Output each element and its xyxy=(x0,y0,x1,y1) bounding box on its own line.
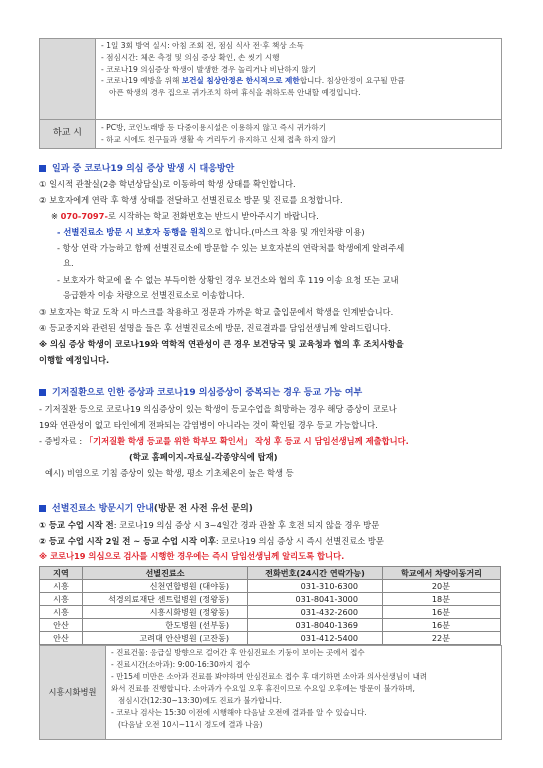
section3-title xyxy=(39,503,253,517)
text: ※ xyxy=(51,211,61,221)
header-phone: 전화번호(24시간 연락가능) xyxy=(248,567,383,580)
cell-distance: 16분 xyxy=(383,606,501,619)
sihwa-label: 시흥시화병원 xyxy=(40,646,106,739)
s1-line: - 보호자가 학교에 올 수 없는 부득이한 상황인 경우 보건소와 협의 후 119 이송 요청 또는 교내 xyxy=(57,275,399,285)
sihwa-line: (다음날 오전 10시~11시 정도에 결과 나옴) xyxy=(118,720,263,729)
prevention-line: 아픈 학생의 경우 집으로 귀가조치 하여 휴식을 취하도록 안내할 예정입니다. xyxy=(109,88,361,98)
cell-clinic: 한도병원 (선부동) xyxy=(83,619,248,632)
text: 로 시작하는 학교 전화번호는 반드시 받아주시기 바랍니다. xyxy=(107,211,319,221)
s1-line: ② 보호자에게 연락 후 학생 상태를 전달하고 선별진료소 방문 및 진료를 요청합니다. xyxy=(39,195,343,205)
text: : 코로나19 의심 증상 시 즉시 선별진료소 방문 xyxy=(215,536,384,546)
sihwa-line: 점심시간(12:30~13:30)에도 진료가 불가합니다. xyxy=(118,696,282,705)
cell-phone: 031-8040-1369 xyxy=(248,619,383,632)
screening-clinic-table xyxy=(39,566,501,645)
header-region: 지역 xyxy=(40,567,83,580)
square-bullet-icon xyxy=(39,165,46,172)
s1-note: 이행할 예정입니다. xyxy=(39,355,110,365)
sihwa-line: - 진료건물: 응급실 방향으로 걸어간 후 안심진료소 기둥이 보이는 곳에서 접수 xyxy=(111,648,365,657)
cell-phone: 031-412-5400 xyxy=(248,632,383,645)
cell-distance: 22분 xyxy=(383,632,501,645)
dismissal-line: - PC방, 코인노래방 등 다중이용시설은 이용하지 않고 즉시 귀가하기 xyxy=(101,123,327,132)
cell-region: 안산 xyxy=(40,632,83,645)
dismissal-lines xyxy=(101,122,336,146)
table-header-row xyxy=(40,567,501,580)
s1-line: ④ 등교중지와 관련된 설명을 들은 후 선별진료소에 방문, 진료결과를 담임선생님께 알려드립니다. xyxy=(39,323,391,333)
text: : 코로나19 의심 증상 시 3~4일간 경과 관찰 후 호전 되지 않을 경우 방문 xyxy=(113,520,380,530)
cell-clinic: 신천연합병원 (대야동) xyxy=(83,580,248,593)
s3-notice: ※ 코로나19 의심으로 검사를 시행한 경우에는 즉시 담임선생님께 알리도록 합니다. xyxy=(39,551,345,561)
sihwa-line: - 만15세 미만은 소아과 진료를 봐야하며 안심진료소 접수 후 대기하면 소아과 의사선생님이 내려 xyxy=(111,672,428,681)
square-bullet-icon xyxy=(39,389,46,396)
prevention-label-cell xyxy=(40,39,96,119)
s3-line xyxy=(39,519,379,531)
table-row xyxy=(40,593,501,606)
table-row xyxy=(40,632,501,645)
s1-note: ※ 의심 증상 학생이 코로나19와 역학적 연관성이 큰 경우 보건당국 및 교육청과 협의 후 조치사항을 xyxy=(39,339,404,349)
cell-clinic: 석경의료재단 센트럴병원 (정왕동) xyxy=(83,593,248,606)
cell-region: 시흥 xyxy=(40,606,83,619)
table-row xyxy=(40,606,501,619)
prevention-lines xyxy=(101,40,405,99)
cell-phone: 031-310-6300 xyxy=(248,580,383,593)
s2-line: 19와 연관성이 없고 타인에게 전파되는 감염병이 아니라는 것이 확인될 경우 등교 가능합니다. xyxy=(39,420,378,430)
square-bullet-icon xyxy=(39,505,46,512)
school-phone-prefix: 070-7097- xyxy=(60,211,108,221)
s2-line: - 기저질환 등으로 코로나19 의심증상이 있는 학생이 등교수업을 희망하는 경우 해당 증상이 코로나 xyxy=(39,404,397,414)
section-title-text: 선별진료소 방문시기 안내 xyxy=(52,504,154,514)
s2-example: 예시) 비염으로 기침 증상이 있는 학생, 평소 기초체온이 높은 학생 등 xyxy=(45,468,294,478)
s1-line: 요. xyxy=(63,258,74,268)
section-title-text: 일과 중 코로나19 의심 증상 발생 시 대응방안 xyxy=(52,164,235,174)
s1-line: ① 일시적 관찰실(2층 학년상담실)로 이동하여 학생 상태를 확인합니다. xyxy=(39,179,296,189)
cell-distance: 20분 xyxy=(383,580,501,593)
text: - 증빙자료 : xyxy=(39,436,85,446)
guardian-rule: - 선별진료소 방문 시 보호자 동행을 원칙 xyxy=(57,227,207,237)
table-row xyxy=(40,580,501,593)
cell-phone: 031-8041-3000 xyxy=(248,593,383,606)
sihwa-line: 와서 진료를 진행합니다. 소아과가 수요일 오후 휴진이므로 수요일 오후에는 방문이 불가하며, xyxy=(111,684,415,693)
sihwa-lines xyxy=(111,647,427,731)
text: ① 등교 수업 시작 전 xyxy=(39,520,114,530)
sihwa-line: - 코로나 검사는 15:30 이전에 시행해야 다음날 오전에 결과를 알 수 있습니다. xyxy=(111,708,367,717)
header-distance: 학교에서 차량이동거리 xyxy=(383,567,501,580)
cell-phone: 031-432-2600 xyxy=(248,606,383,619)
text: 으로 합니다.(마스크 착용 및 개인차량 이용) xyxy=(206,227,365,237)
prevention-line: - 1일 3회 방역 실시: 아침 조회 전, 점심 식사 전·후 책상 소독 xyxy=(101,41,304,50)
text: 합니다. 침상안정이 요구될 만큼 xyxy=(299,76,405,86)
s2-evidence xyxy=(39,435,409,447)
s1-guardian-line xyxy=(57,226,365,238)
text: - 코로나19 예방을 위해 xyxy=(101,76,182,86)
bed-rest-highlight: 보건실 침상안정은 한시적으로 제한 xyxy=(181,76,300,86)
cell-region: 시흥 xyxy=(40,593,83,606)
text: ② 등교 수업 시작 2일 전 ~ 등교 수업 시작 이후 xyxy=(39,536,216,546)
cell-clinic: 시흥시화병원 (정왕동) xyxy=(83,606,248,619)
sihwa-line: - 진료시간(소아과): 9:00-16:30까지 접수 xyxy=(111,660,251,669)
table-row xyxy=(40,619,501,632)
section1-title xyxy=(39,163,234,177)
cell-clinic: 고려대 안산병원 (고잔동) xyxy=(83,632,248,645)
cell-distance: 18분 xyxy=(383,593,501,606)
section-title-sub: (방문 전 사전 유선 문의) xyxy=(153,504,253,514)
header-clinic: 선별진료소 xyxy=(83,567,248,580)
s2-homepage: (학교 홈페이지-자료실-각종양식에 탑재) xyxy=(129,452,278,462)
dismissal-line: - 하교 시에도 친구들과 생활 속 거리두기 유지하고 신체 접촉 하지 않기 xyxy=(101,134,336,144)
s3-line xyxy=(39,535,384,547)
cell-region: 시흥 xyxy=(40,580,83,593)
s1-line: ③ 보호자는 학교 도착 시 마스크를 착용하고 정문과 가까운 학교 출입문에서 학생을 인계받습니다. xyxy=(39,307,394,317)
s1-phone-note xyxy=(51,210,319,222)
parent-confirmation-form: 「기저질환 학생 등교를 위한 학부모 확인서」 작성 후 등교 시 담임선생님께 제출합니다. xyxy=(84,436,409,446)
s1-line: - 항상 연락 가능하고 함께 선별진료소에 방문할 수 있는 보호자분의 연락처를 학생에게 알려주세 xyxy=(57,243,405,253)
cell-region: 안산 xyxy=(40,619,83,632)
cell-distance: 16분 xyxy=(383,619,501,632)
dismissal-label: 하교 시 xyxy=(40,120,96,148)
prevention-line xyxy=(101,75,405,87)
section-title-text: 기저질환으로 인한 증상과 코로나19 의심증상이 중복되는 경우 등교 가능 여부 xyxy=(52,388,363,398)
section2-title xyxy=(39,387,362,401)
prevention-line: - 점심시간: 체온 측정 및 의심 증상 확인, 손 씻기 시행 xyxy=(101,52,280,62)
prevention-line: - 코로나19 의심증상 학생이 발생한 경우 놀리거나 비난하지 않기 xyxy=(101,64,317,74)
s1-line: 응급환자 이송 차량으로 선별진료소로 이송합니다. xyxy=(63,290,245,300)
